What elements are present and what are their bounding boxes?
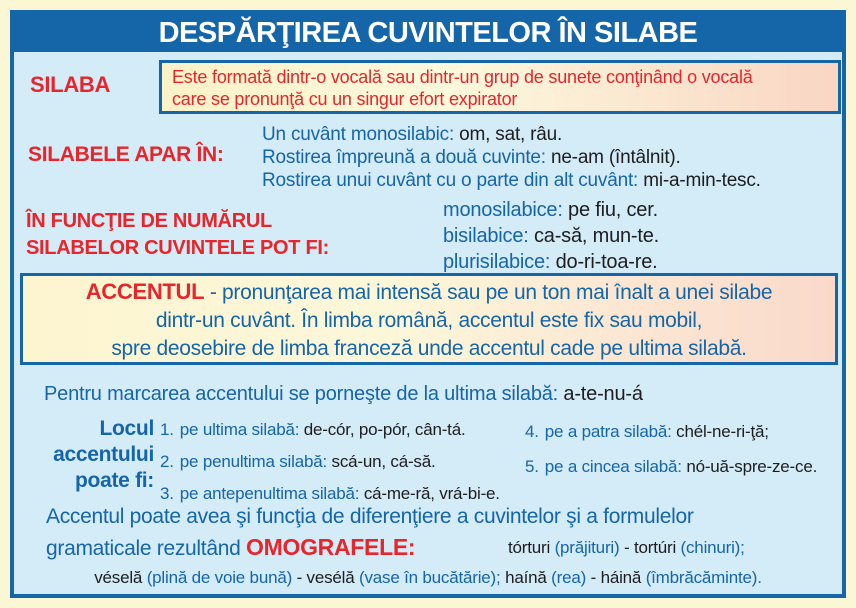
omografe-word: véselă [94,568,147,587]
numar-label-line1: ÎN FUNCŢIE DE NUMĂRUL [26,210,272,232]
locul-label-line2: accentului [53,443,154,466]
item-lead: Rostirea împreună a două cuvinte: [262,147,546,168]
omografe-gloss: (plină de voie bună) [146,568,293,587]
item-number: 4. [525,422,539,441]
list-line [262,169,761,192]
list-line [443,223,659,249]
item-example: do-ri-toa-re. [555,251,658,273]
item-number: 2. [160,452,174,471]
list-line [443,197,659,223]
omografe-intro-line2 [46,534,415,561]
item-example: de-cór, po-pór, cân-tá. [303,420,466,439]
silaba-definition-line2: care se pronunţă cu un singur efort expirator [172,89,518,109]
item-lead: Rostirea unui cuvânt cu o parte din alt cuvânt: [262,170,639,191]
item-lead: pe a patra silabă: [544,422,672,441]
accentul-line2: dintr-un cuvânt. În limba română, accentul este fix sau mobil, [155,309,703,332]
numar-silabe-list [443,197,659,275]
omografe-word: haínă [505,568,552,587]
item-example: nó-uă-spre-ze-ce. [686,457,818,476]
item-number: 3. [160,484,174,503]
locul-items-col1 [160,414,500,510]
omografe-word: tórturi [508,538,555,557]
accentul-label: ACCENTUL [85,279,205,304]
item-example: mi-a-min-tesc. [643,170,761,191]
marcare-lead: Pentru marcarea accentului se porneşte de la ultima silabă: [44,383,559,405]
accentul-definition-box [20,273,838,365]
item-example: pe fiu, cer. [568,199,658,221]
accentul-line3: spre deosebire de limba franceză unde accentul cade pe ultima silabă. [111,337,747,360]
locul-accentului-label [18,416,154,494]
item-lead: Un cuvânt monosilabic: [262,124,455,145]
item-lead: monosilabice: [443,199,563,221]
numar-label-line2: SILABELOR CUVINTELE POT FI: [26,237,330,259]
omografe-intro-line1: Accentul poate avea şi funcţia de diferenţiere a cuvintelor şi a formulelor [46,505,694,528]
omografe-gloss: (îmbrăcăminte). [645,568,762,587]
locul-items-col2 [525,414,817,484]
locul-item [160,414,500,446]
item-lead: pe ultima silabă: [179,420,300,439]
omografe-word: - háină [586,568,646,587]
silaba-definition-box [159,60,841,114]
item-number: 1. [160,420,174,439]
list-line [443,249,659,275]
locul-label-line1: Locul [99,417,154,440]
marcare-example: a-te-nu-á [563,383,643,405]
locul-label-line3: poate fi: [75,469,154,492]
omografe-example-row2 [14,568,842,588]
silaba-definition-line1: Este formată dintr-o vocală sau dintr-un grup de sunete conţinând o vocală [172,67,753,87]
list-line [262,146,761,169]
item-example: chél-ne-ri-ţă; [676,422,769,441]
item-example: cá-me-ră, vrá-bi-e. [363,484,500,503]
silaba-label: SILABA [30,72,111,97]
item-example: ca-să, mun-te. [533,225,660,247]
omografe-gloss: (rea) [551,568,587,587]
item-lead: bisilabice: [443,225,529,247]
item-example: ne-am (întâlnit). [550,147,681,168]
omografe-gloss: (chinuri); [680,538,745,557]
omografe-gloss: (vase în bucătărie); [359,568,506,587]
locul-item [160,446,500,478]
locul-item [525,414,817,449]
accentul-line1-rest: - pronunţarea mai intensă sau pe un ton mai înalt a unei silabe [204,281,773,304]
omografe-word: - tortúri [619,538,681,557]
locul-item [525,449,817,484]
item-lead: plurisilabice: [443,251,551,273]
item-lead: pe a cincea silabă: [544,457,682,476]
item-number: 5. [525,457,539,476]
list-line [262,123,761,146]
main-panel [10,10,846,598]
omografe-intro-lead: gramaticale rezultând [46,537,241,560]
silabele-apar-label: SILABELE APAR ÎN: [28,143,224,166]
omografe-gloss: (prăjituri) [554,538,620,557]
omografe-word: - vesélă [292,568,360,587]
item-lead: pe penultima silabă: [179,452,327,471]
item-lead: pe antepenultima silabă: [179,484,360,503]
item-example: scá-un, cá-să. [331,452,436,471]
numar-silabe-label [26,208,329,262]
marcare-line [44,383,643,406]
accentul-line1 [23,278,835,307]
page-title: DESPĂRŢIREA CUVINTELOR ÎN SILABE [14,14,842,52]
omografe-example-row1 [508,538,745,558]
omografe-label: OMOGRAFELE: [246,534,416,560]
item-example: om, sat, râu. [459,124,563,145]
silabele-apar-list [262,123,761,192]
